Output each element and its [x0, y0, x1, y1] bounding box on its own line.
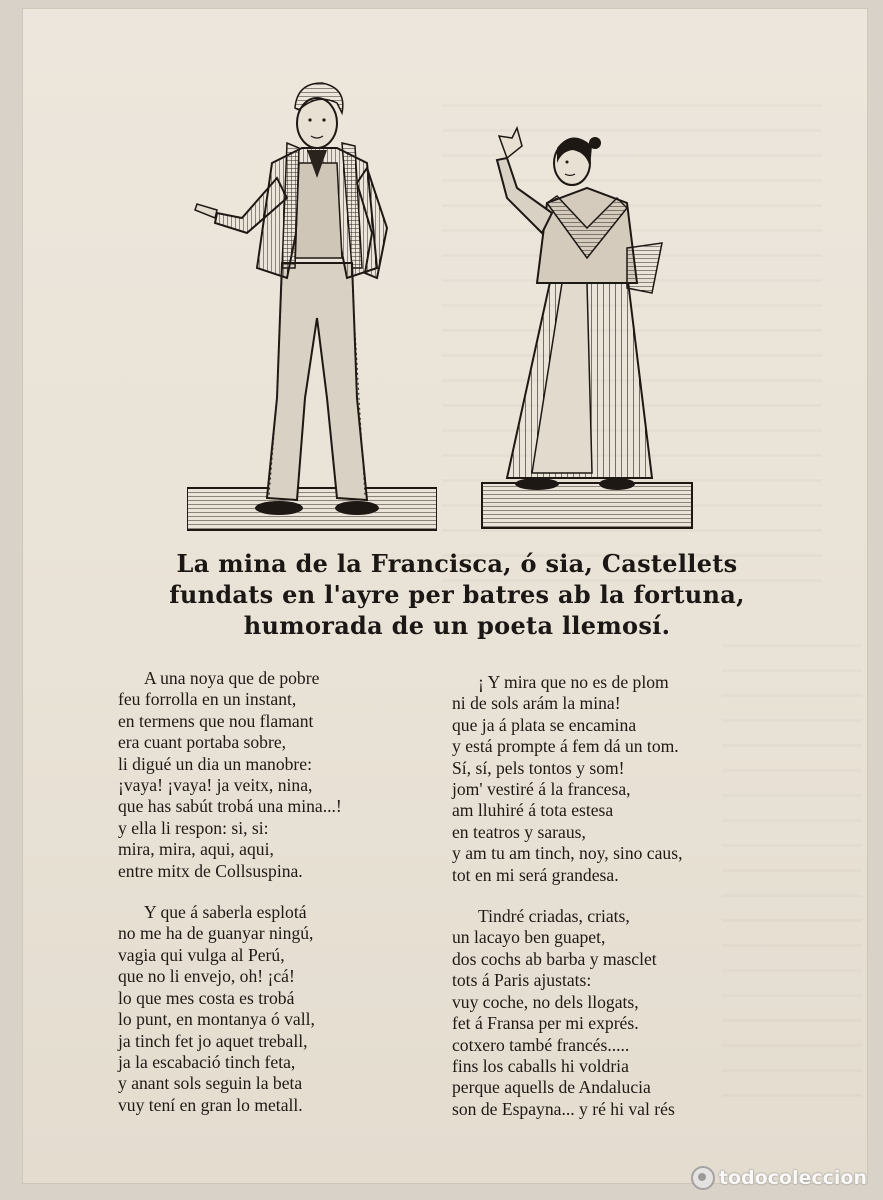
verse-line: lo punt, en montanya ó vall,: [118, 1009, 315, 1030]
verse-line: y am tu am tinch, noy, sino caus,: [452, 843, 683, 864]
verse-line: vuy tení en gran lo metall.: [118, 1094, 303, 1115]
verse-line: li digué un dia un manobre:: [118, 753, 312, 774]
stanza: [452, 672, 682, 886]
verse-line: Tindré criadas, criats,: [478, 906, 630, 927]
verse-line: que has sabút trobá una mina...!: [118, 796, 342, 817]
watermark-text: todocoleccion: [718, 1167, 867, 1189]
verse-line: jom' vestiré á la francesa,: [452, 779, 631, 800]
verse-line: tots á Paris ajustats:: [452, 970, 592, 991]
page-title: La mina de la Francisca, ó sia, Castellets fundats en l'ayre per batres ab la fortuna, humorada de un poeta llemosí.: [169, 549, 745, 640]
verse-line: en termens que nou flamant: [118, 710, 314, 731]
woodcut-man: [187, 68, 437, 538]
verse-line: mira, mira, aqui, aqui,: [118, 839, 274, 860]
verse-line: Sí, sí, pels tontos y som!: [452, 757, 625, 778]
verse-line: dos cochs ab barba y masclet: [452, 948, 657, 969]
verse-line: Y que á saberla esplotá: [144, 902, 307, 923]
verse-line: cotxero també francés.....: [452, 1034, 630, 1055]
stanza-gap: [118, 882, 342, 902]
stanza: [118, 668, 342, 882]
verse-line: ni de sols arám la mina!: [452, 693, 621, 714]
verse-line: y está prompte á fem dá un tom.: [452, 736, 679, 757]
verse-line: ja tinch fet jo aquet treball,: [118, 1030, 308, 1051]
verse-line: feu forrolla en un instant,: [118, 689, 297, 710]
verse-line: ¡vaya! ¡vaya! ja veitx, nina,: [118, 775, 313, 796]
verse-line: un lacayo ben guapet,: [452, 927, 606, 948]
poem-column-right: [452, 672, 682, 1120]
verse-line: ja la escabació tinch feta,: [118, 1051, 296, 1072]
verse-line: vagia qui vulga al Perú,: [118, 944, 285, 965]
show-through-texture-right: [722, 628, 862, 1108]
verse-line: no me ha de guanyar ningú,: [118, 923, 314, 944]
verse-line: ¡ Y mira que no es de plom: [478, 672, 669, 692]
verse-line: que ja á plata se encamina: [452, 714, 637, 735]
verse-line: A una noya que de pobre: [144, 668, 320, 688]
verse-line: y ella li respon: si, si:: [118, 817, 269, 838]
verse-line: era cuant portaba sobre,: [118, 732, 287, 753]
stanza-gap: [452, 886, 682, 906]
verse-line: vuy coche, no dels llogats,: [452, 991, 639, 1012]
stanza: [452, 906, 682, 1120]
paper-page: [22, 8, 868, 1184]
verse-line: tot en mi será grandesa.: [452, 864, 619, 885]
verse-line: entre mitx de Collsuspina.: [118, 860, 303, 881]
verse-line: am lluhiré á tota estesa: [452, 800, 614, 821]
woodcut-woman: [477, 118, 702, 538]
verse-line: fins los caballs hi voldria: [452, 1055, 629, 1076]
watermark-logo-icon: [691, 1166, 715, 1190]
verse-line: son de Espayna... y ré hi val rés: [452, 1098, 675, 1119]
verse-line: lo que mes costa es trobá: [118, 987, 295, 1008]
stanza: [118, 902, 342, 1116]
verse-line: y anant sols seguin la beta: [118, 1073, 303, 1094]
verse-line: que no li envejo, oh! ¡cá!: [118, 966, 295, 987]
watermark: [691, 1166, 867, 1190]
verse-line: perque aquells de Andalucia: [452, 1077, 651, 1098]
verse-line: en teatros y saraus,: [452, 821, 586, 842]
poem-column-left: [118, 668, 342, 1116]
verse-line: fet á Fransa per mi exprés.: [452, 1013, 639, 1034]
